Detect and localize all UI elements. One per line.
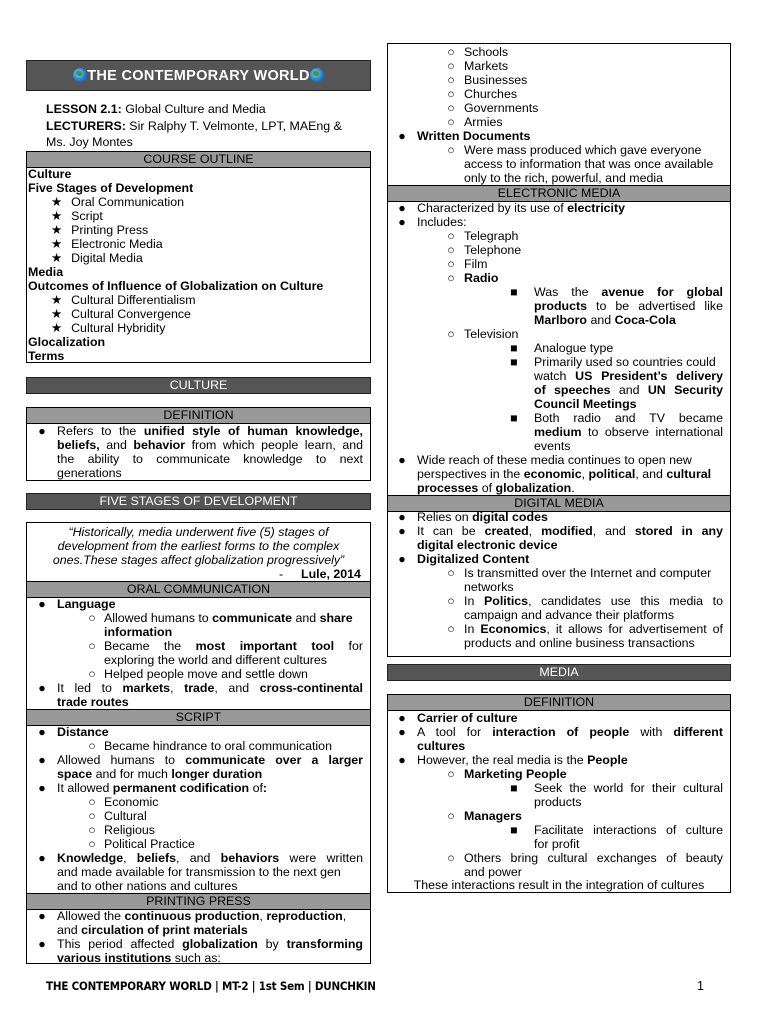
circle-bullet-icon: ○ (88, 795, 96, 809)
radio-item-1-cont: products to be advertised like (534, 299, 723, 313)
script-distance-item: Became hindrance to oral communication (104, 739, 332, 753)
circle-bullet-icon: ○ (88, 639, 96, 653)
five-stages-bar: FIVE STAGES OF DEVELOPMENT (26, 493, 371, 510)
star-icon: ★ (51, 237, 63, 251)
outline-stage-item: ★ Script (51, 209, 103, 223)
electronic-television: Television (464, 327, 519, 341)
culture-def-line-2: beliefs, and behavior from which people learn, and (57, 438, 363, 452)
outline-outcomes: Outcomes of Influence of Globalization on Culture (28, 279, 324, 293)
bullet-icon: ● (398, 129, 406, 143)
digital-media-header: DIGITAL MEDIA (388, 495, 730, 512)
five-stages-box (26, 522, 371, 964)
oral-communication-header: ORAL COMMUNICATION (27, 581, 370, 598)
oral-item-1: Allowed humans to communicate and share (104, 611, 353, 625)
square-bullet-icon: ■ (510, 781, 518, 795)
quote-citation: Lule, 2014 (301, 567, 361, 581)
star-icon: ★ (51, 307, 63, 321)
circle-bullet-icon: ○ (447, 809, 455, 823)
right-top-box (387, 43, 731, 657)
star-icon: ★ (51, 209, 63, 223)
tv-item-2: Primarily used so countries could (534, 355, 716, 369)
tv-item-2-cont: watch US President’s delivery (534, 369, 724, 383)
circle-bullet-icon: ○ (88, 823, 96, 837)
script-knowledge-cont-2: and to other nations and cultures (57, 879, 238, 893)
circle-bullet-icon: ○ (447, 59, 455, 73)
circle-bullet-icon: ○ (447, 143, 455, 157)
institution-item: Schools (464, 45, 509, 59)
bullet-icon: ● (398, 215, 406, 229)
outline-stages: Five Stages of Development (28, 181, 194, 195)
electronic-item: Telephone (464, 243, 522, 257)
circle-bullet-icon: ○ (88, 667, 96, 681)
script-knowledge: Knowledge, beliefs, and behaviors were written (57, 851, 363, 865)
printing-allowed-cont: and circulation of print materials (57, 923, 248, 937)
circle-bullet-icon: ○ (88, 809, 96, 823)
circle-bullet-icon: ○ (447, 243, 455, 257)
electronic-item: Telegraph (464, 229, 519, 243)
square-bullet-icon: ■ (510, 823, 518, 837)
electronic-media-header: ELECTRONIC MEDIA (388, 185, 730, 202)
document-title-bar (26, 60, 371, 91)
media-managers: Managers (464, 809, 522, 823)
course-outline-header: COURSE OUTLINE (27, 152, 370, 168)
electronic-includes: Includes: (417, 215, 467, 229)
square-bullet-icon: ■ (510, 411, 518, 425)
radio-item-1-cont-2: Marlboro and Coca-Cola (534, 313, 676, 327)
digital-created-cont: digital electronic device (417, 538, 558, 552)
outline-stage-item: ★ Digital Media (51, 251, 143, 265)
digital-item-3-cont: products and online business transactions (464, 636, 695, 650)
electronic-radio: Radio (464, 271, 499, 285)
bullet-icon: ● (398, 753, 406, 767)
stages-quote: “Historically, media underwent five (5) stages of development from the earliest forms to the complex ones.These stages affect globalization progressively” (52, 525, 345, 567)
script-allowed: Allowed humans to communicate over a larger (57, 753, 363, 767)
circle-bullet-icon: ○ (447, 327, 455, 341)
bullet-icon: ● (398, 524, 406, 538)
outline-outcome-item: ★ Cultural Convergence (51, 307, 191, 321)
digital-relies: Relies on digital codes (417, 510, 548, 524)
tv-item-3-cont-2: events (534, 439, 571, 453)
circle-bullet-icon: ○ (447, 566, 455, 580)
oral-item-2-cont: exploring the world and different cultures (104, 653, 327, 667)
script-allowed-cont: space and for much longer duration (57, 767, 263, 781)
digital-item-2-cont: campaign and advance their platforms (464, 608, 675, 622)
footer-text: THE CONTEMPORARY WORLD | MT-2 | 1st Sem | DUNCHKIN (46, 979, 376, 993)
written-documents: Written Documents (417, 129, 531, 143)
document-title: THE CONTEMPORARY WORLD (87, 68, 310, 84)
culture-definition-header: DEFINITION (27, 408, 370, 424)
culture-def-line-3: the ability to communicate knowledge to next (57, 452, 363, 466)
digital-item-2: In Politics, candidates use this media to (464, 594, 723, 608)
electronic-wide-reach-cont-2: processes of globalization. (417, 481, 575, 495)
lesson-line: LESSON 2.1: Global Culture and Media (46, 102, 266, 116)
institution-item: Governments (464, 101, 539, 115)
outline-stage-item: ★ Oral Communication (51, 195, 185, 209)
script-header: SCRIPT (27, 709, 370, 726)
printing-allowed: Allowed the continuous production, reproduction, (57, 909, 347, 923)
bullet-icon: ● (38, 851, 46, 865)
tv-item-2-cont-2: of speeches and UN Security (534, 383, 723, 397)
script-distance: Distance (57, 725, 109, 739)
electronic-wide-reach-cont: perspectives in the economic, political, and cultural (417, 467, 712, 481)
script-permanent: It allowed permanent codification of: (57, 781, 268, 795)
media-tool-cont: cultures (417, 739, 466, 753)
oral-item-3: Helped people move and settle down (104, 667, 308, 681)
media-others: Others bring cultural exchanges of beauty (464, 851, 723, 865)
script-practice-item: Religious (104, 823, 155, 837)
circle-bullet-icon: ○ (447, 229, 455, 243)
outline-culture: Culture (28, 167, 72, 181)
star-icon: ★ (51, 293, 63, 307)
printing-transform-cont: various institutions such as: (57, 951, 221, 965)
electronic-characterized: Characterized by its use of electricity (417, 201, 625, 215)
bullet-icon: ● (38, 781, 46, 795)
culture-def-line-4: generations (57, 466, 122, 480)
star-icon: ★ (51, 251, 63, 265)
radio-item-1: Was the avenue for global (534, 285, 723, 299)
marketing-item: Seek the world for their cultural (534, 781, 723, 795)
circle-bullet-icon: ○ (447, 622, 455, 636)
quote-dash: - (279, 567, 284, 581)
bullet-icon: ● (398, 510, 406, 524)
tv-item-2-cont-3: Council Meetings (534, 397, 637, 411)
page-number: 1 (697, 979, 704, 993)
bullet-icon: ● (398, 725, 406, 739)
outline-stage-item: ★ Electronic Media (51, 237, 163, 251)
media-carrier: Carrier of culture (417, 711, 518, 725)
oral-item-1-cont: information (104, 625, 173, 639)
circle-bullet-icon: ○ (88, 611, 96, 625)
printing-press-header: PRINTING PRESS (27, 893, 370, 910)
media-section-bar: MEDIA (387, 664, 731, 681)
media-however: However, the real media is the People (417, 753, 628, 767)
managers-item: Facilitate interactions of culture (534, 823, 723, 837)
bullet-icon: ● (398, 552, 406, 566)
square-bullet-icon: ■ (510, 355, 518, 369)
media-result: These interactions result in the integration of cultures (413, 878, 705, 892)
circle-bullet-icon: ○ (447, 851, 455, 865)
lecturers-line: LECTURERS: Sir Ralphy T. Velmonte, LPT, MAEng & (46, 119, 342, 133)
bullet-icon: ● (398, 453, 406, 467)
bullet-icon: ● (38, 597, 46, 611)
bullet-icon: ● (38, 681, 46, 695)
circle-bullet-icon: ○ (447, 45, 455, 59)
bullet-icon: ● (398, 711, 406, 725)
bullet-icon: ● (38, 424, 46, 438)
outline-stage-item: ★ Printing Press (51, 223, 149, 237)
star-icon: ★ (51, 321, 63, 335)
star-icon: ★ (51, 223, 63, 237)
circle-bullet-icon: ○ (88, 837, 96, 851)
course-outline-box (26, 151, 371, 363)
written-line-3: only to the rich, powerful, and media (464, 171, 664, 185)
culture-definition-box (26, 407, 371, 481)
circle-bullet-icon: ○ (447, 594, 455, 608)
bullet-icon: ● (38, 725, 46, 739)
square-bullet-icon: ■ (510, 285, 518, 299)
bullet-icon: ● (38, 753, 46, 767)
media-definition-header: DEFINITION (388, 695, 730, 711)
circle-bullet-icon: ○ (447, 767, 455, 781)
institution-item: Businesses (464, 73, 528, 87)
tv-item-3: Both radio and TV became (534, 411, 723, 425)
printing-transform: This period affected globalization by transforming (57, 937, 363, 951)
bullet-icon: ● (38, 937, 46, 951)
circle-bullet-icon: ○ (447, 271, 455, 285)
oral-led-to-cont: trade routes (57, 695, 129, 709)
media-tool: A tool for interaction of people with different (417, 725, 723, 739)
written-line-2: access to information that was once available (464, 157, 714, 171)
circle-bullet-icon: ○ (447, 87, 455, 101)
digital-item-3: In Economics, it allows for advertisement of (464, 622, 723, 636)
oral-language: Language (57, 597, 116, 611)
media-others-cont: and power (464, 865, 522, 879)
circle-bullet-icon: ○ (447, 101, 455, 115)
digital-content: Digitalized Content (417, 552, 530, 566)
oral-led-to: It led to markets, trade, and cross-continental (57, 681, 363, 695)
tv-item-1: Analogue type (534, 341, 614, 355)
bullet-icon: ● (38, 909, 46, 923)
media-definition-box (387, 694, 731, 893)
outline-outcome-item: ★ Cultural Differentialism (51, 293, 196, 307)
globe-icon (73, 68, 87, 82)
media-marketing-people: Marketing People (464, 767, 567, 781)
digital-item-1-cont: networks (464, 580, 514, 594)
culture-section-bar: CULTURE (26, 377, 371, 394)
outline-terms: Terms (28, 349, 65, 363)
circle-bullet-icon: ○ (447, 257, 455, 271)
culture-def-line-1: Refers to the unified style of human knowledge, (57, 424, 363, 438)
script-practice-item: Economic (104, 795, 159, 809)
tv-item-3-cont: medium to observe international (534, 425, 723, 439)
circle-bullet-icon: ○ (447, 73, 455, 87)
managers-item-cont: for profit (534, 837, 580, 851)
lecturers-line-2: Ms. Joy Montes (46, 135, 133, 149)
circle-bullet-icon: ○ (88, 739, 96, 753)
institution-item: Churches (464, 87, 518, 101)
script-practice-item: Cultural (104, 809, 147, 823)
written-line-1: Were mass produced which gave everyone (464, 143, 702, 157)
outline-media: Media (28, 265, 64, 279)
oral-item-2: Became the most important tool for (104, 639, 363, 653)
electronic-item: Film (464, 257, 488, 271)
globe-icon (310, 68, 324, 82)
marketing-item-cont: products (534, 795, 582, 809)
circle-bullet-icon: ○ (447, 115, 455, 129)
script-practice-item: Political Practice (104, 837, 195, 851)
outline-outcome-item: ★ Cultural Hybridity (51, 321, 166, 335)
script-knowledge-cont: and made available for transmission to the next gen (57, 865, 341, 879)
star-icon: ★ (51, 195, 63, 209)
institution-item: Markets (464, 59, 509, 73)
digital-item-1: Is transmitted over the Internet and computer (464, 566, 712, 580)
digital-created: It can be created, modified, and stored in any (417, 524, 723, 538)
electronic-wide-reach: Wide reach of these media continues to open new (417, 453, 692, 467)
bullet-icon: ● (398, 201, 406, 215)
institution-item: Armies (464, 115, 503, 129)
outline-glocalization: Glocalization (28, 335, 106, 349)
square-bullet-icon: ■ (510, 341, 518, 355)
